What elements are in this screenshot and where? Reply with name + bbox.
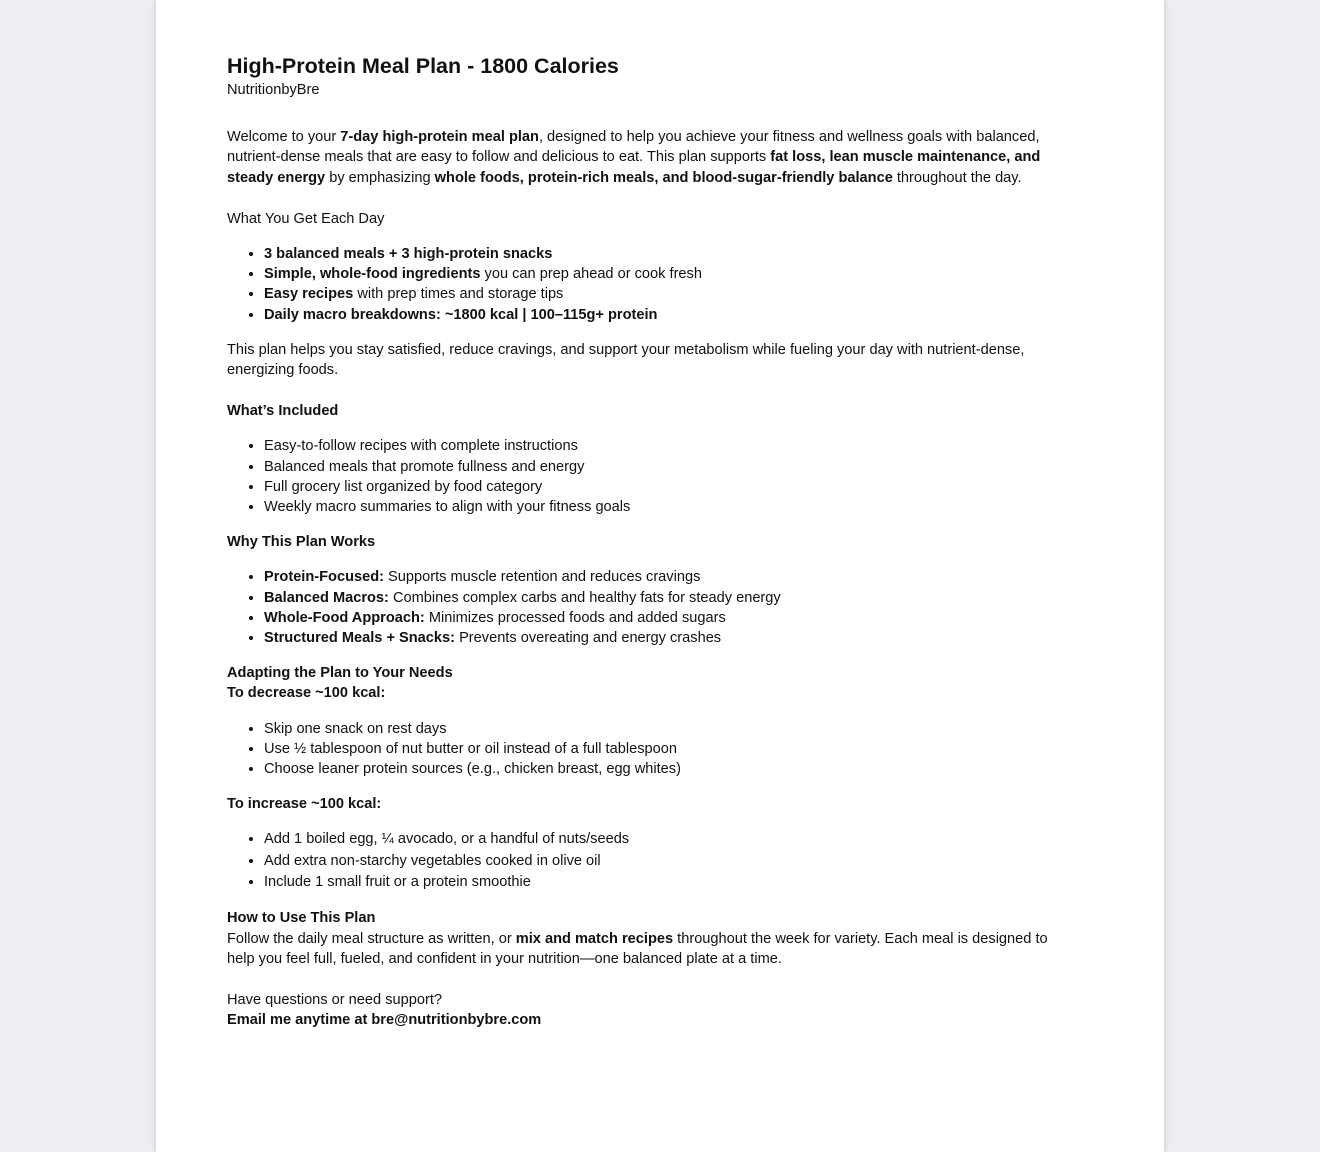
list-item: • Full grocery list organized by food category (264, 477, 1067, 497)
list-item (264, 305, 1067, 325)
list-item: • Balanced meals that promote fullness and energy (264, 457, 1067, 477)
item-bold: Structured Meals + Snacks: (264, 630, 456, 647)
contact-question: Have questions or need support? (227, 991, 442, 1008)
howto-text: Follow the daily meal structure as written, or (227, 930, 516, 947)
howto-heading: How to Use This Plan (227, 910, 376, 927)
list-item: • Easy-to-follow recipes with complete instructions (264, 436, 1067, 456)
intro-paragraph (227, 127, 1067, 188)
list-item (264, 567, 1067, 587)
list-item (264, 264, 1067, 284)
intro-bold: whole foods, protein-rich meals, and blood-sugar-friendly balance (434, 169, 893, 186)
page-title: High-Protein Meal Plan - 1800 Calories (227, 54, 619, 78)
item-text: Prevents overeating and energy crashes (455, 630, 722, 647)
increase-list (227, 829, 1067, 893)
list-item (264, 284, 1067, 304)
list-item (264, 588, 1067, 608)
item-bold: Daily macro breakdowns: ~1800 kcal | 100–115g+ protein (264, 306, 658, 323)
daily-heading: What You Get Each Day (227, 210, 385, 227)
howto-text: throughout the week for variety. Each meal is designed to help you feel full, fueled, and confident in your nutrition—one balanced plate at a time. (227, 930, 1048, 967)
contact-email: Email me anytime at bre@nutritionbybre.com (227, 1012, 542, 1029)
intro-text: Welcome to your (227, 129, 341, 146)
howto-bold: mix and match recipes (515, 930, 674, 947)
list-item: • Choose leaner protein sources (e.g., chicken breast, egg whites) (264, 759, 1067, 779)
intro-text: throughout the day. (892, 169, 1022, 186)
item-bold: Simple, whole-food ingredients (264, 266, 481, 283)
list-item: • Skip one snack on rest days (264, 719, 1067, 739)
decrease-heading: To decrease ~100 kcal: (227, 685, 386, 702)
list-item (264, 244, 1067, 264)
item-text: Supports muscle retention and reduces cravings (384, 569, 701, 586)
list-item: • Add 1 boiled egg, ¼ avocado, or a handful of nuts/seeds (264, 829, 1067, 850)
daily-summary: This plan helps you stay satisfied, reduce cravings, and support your metabolism while fueling your day with nutrient-dense, energizing foods. (227, 341, 1025, 379)
item-bold: Whole-Food Approach: (264, 609, 425, 626)
why-heading: Why This Plan Works (227, 534, 376, 551)
list-item: • Add extra non-starchy vegetables cooked in olive oil (264, 851, 1067, 872)
daily-list (227, 244, 1067, 325)
item-bold: Protein-Focused: (264, 569, 384, 586)
why-list (227, 567, 1067, 648)
decrease-list (227, 719, 1067, 780)
adapt-heading: Adapting the Plan to Your Needs (227, 665, 453, 682)
list-item: • Use ½ tablespoon of nut butter or oil instead of a full tablespoon (264, 739, 1067, 759)
item-bold: 3 balanced meals + 3 high-protein snacks (264, 246, 553, 263)
included-heading: What’s Included (227, 403, 339, 420)
list-item: • Weekly macro summaries to align with your fitness goals (264, 497, 1067, 517)
item-text: Combines complex carbs and healthy fats for steady energy (388, 589, 781, 606)
document-content (227, 52, 1067, 1030)
item-bold: Balanced Macros: (264, 589, 389, 606)
list-item (264, 628, 1067, 648)
intro-bold: fat loss, lean muscle maintenance, and steady energy (227, 149, 1041, 186)
intro-text: by emphasizing (325, 169, 435, 186)
item-text: Minimizes processed foods and added sugars (424, 609, 726, 626)
intro-bold: 7-day high-protein meal plan (340, 129, 539, 146)
item-bold: Easy recipes (264, 286, 354, 303)
author-name: NutritionbyBre (227, 82, 320, 98)
document-page (156, 0, 1164, 1152)
increase-heading: To increase ~100 kcal: (227, 796, 382, 813)
item-text: with prep times and storage tips (353, 286, 564, 303)
list-item (264, 608, 1067, 628)
howto-paragraph (227, 929, 1067, 969)
item-text: you can prep ahead or cook fresh (480, 266, 702, 283)
intro-text: , designed to help you achieve your fitness and wellness goals with balanced, nutrient-dense meals that are easy to follow and delicious to eat. This plan supports (227, 129, 1040, 166)
list-item: • Include 1 small fruit or a protein smoothie (264, 872, 1067, 893)
included-list (227, 436, 1067, 517)
